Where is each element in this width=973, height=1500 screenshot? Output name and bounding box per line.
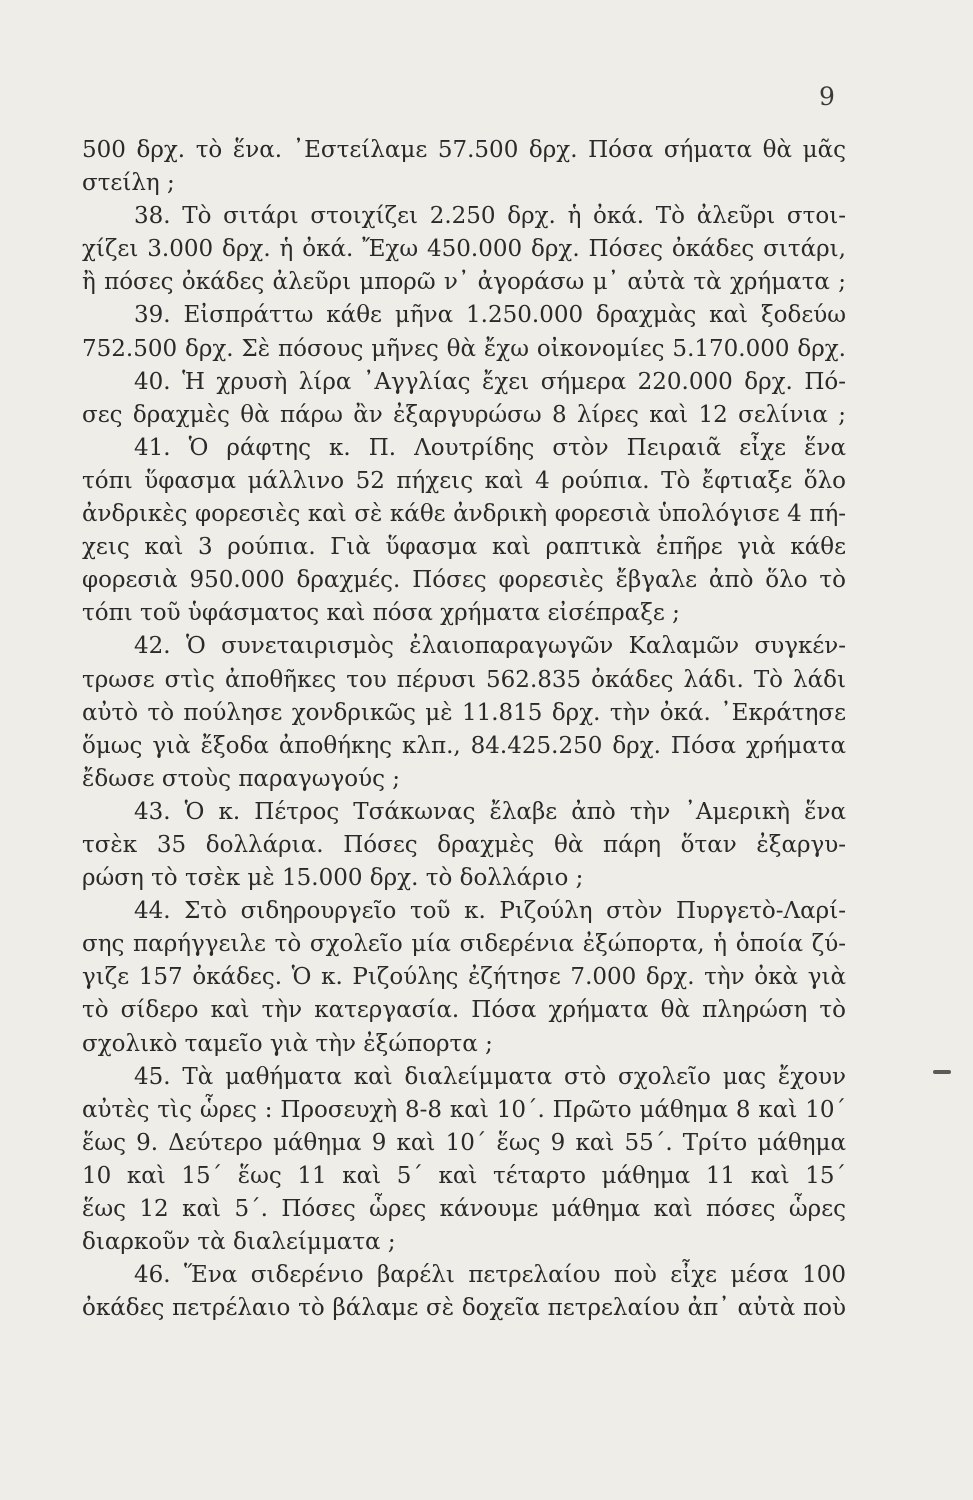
problem-38-start: 38. Τὸ σιτάρι στοιχίζει 2.250 δρχ. ἡ ὀκά. Τὸ ἀλεῦρι στοι-	[134, 203, 846, 230]
text-line: 10 καὶ 15΄ ἕως 11 καὶ 5΄ καὶ τέταρτο μάθημα 11 καὶ 15΄	[82, 1162, 846, 1189]
problem-44-start: 44. Στὸ σιδηρουργεῖο τοῦ κ. Ριζούλη στὸν Πυργετὸ-Λαρί-	[134, 898, 846, 925]
problem-42-start: 42. Ὁ συνεταιρισμὸς ἐλαιοπαραγωγῶν Καλαμῶν συγκέν-	[134, 633, 846, 660]
page-number: 9	[819, 82, 835, 111]
margin-dash-mark	[933, 1070, 951, 1074]
body-text	[82, 134, 846, 1325]
text-line: στείλη ;	[82, 170, 175, 197]
text-line: φορεσιὰ 950.000 δραχμές. Πόσες φορεσιὲς ἔβγαλε ἀπὸ ὅλο τὸ	[82, 567, 846, 594]
text-line: αὐτὸ τὸ πούλησε χονδρικῶς μὲ 11.815 δρχ. τὴν ὀκά. ᾽Εκράτησε	[82, 699, 846, 726]
text-line: ἕως 9. Δεύτερο μάθημα 9 καὶ 10΄ ἕως 9 καὶ 55΄. Τρίτο μάθημα	[82, 1129, 846, 1156]
problem-43-start: 43. Ὁ κ. Πέτρος Τσάκωνας ἔλαβε ἀπὸ τὴν ᾽Αμερικὴ ἕνα	[134, 798, 846, 825]
text-line: ὅμως γιὰ ἔξοδα ἀποθήκης κλπ., 84.425.250 δρχ. Πόσα χρήματα	[82, 732, 846, 759]
text-line: σχολικὸ ταμεῖο γιὰ τὴν ἐξώπορτα ;	[82, 1030, 493, 1057]
text-line: αὐτὲς τὶς ὧρες : Προσευχὴ 8-8 καὶ 10΄. Πρῶτο μάθημα 8 καὶ 10΄	[82, 1096, 846, 1123]
text-line: ἔδωσε στοὺς παραγωγούς ;	[82, 765, 401, 792]
problem-45-start: 45. Τὰ μαθήματα καὶ διαλείμματα στὸ σχολεῖο μας ἔχουν	[134, 1063, 846, 1090]
problem-46-start: 46. Ἕνα σιδερένιο βαρέλι πετρελαίου ποὺ εἶχε μέσα 100	[134, 1262, 846, 1289]
text-line: διαρκοῦν τὰ διαλείμματα ;	[82, 1229, 396, 1256]
text-line: τσὲκ 35 δολλάρια. Πόσες δραχμὲς θὰ πάρη ὅταν ἐξαργυ-	[82, 831, 846, 858]
problem-39-start: 39. Εἰσπράττω κάθε μῆνα 1.250.000 δραχμὰς καὶ ξοδεύω	[134, 302, 846, 329]
text-line: σης παρήγγειλε τὸ σχολεῖο μία σιδερένια ἐξώπορτα, ἡ ὁποία ζύ-	[82, 931, 846, 958]
text-line: ὀκάδες πετρέλαιο τὸ βάλαμε σὲ δοχεῖα πετρελαίου ἀπ᾽ αὐτὰ ποὺ	[82, 1295, 846, 1322]
text-line: ἢ πόσες ὀκάδες ἀλεῦρι μπορῶ ν᾽ ἀγοράσω μ᾽ αὐτὰ τὰ χρήματα ;	[82, 269, 846, 296]
text-line: ἕως 12 καὶ 5΄. Πόσες ὧρες κάνουμε μάθημα καὶ πόσες ὧρες	[82, 1196, 846, 1222]
text-line: χεις καὶ 3 ρούπια. Γιὰ ὕφασμα καὶ ραπτικὰ ἐπῆρε γιὰ κάθε	[82, 534, 846, 561]
text-line: χίζει 3.000 δρχ. ἡ ὀκά. Ἔχω 450.000 δρχ. Πόσες ὀκάδες σιτάρι,	[82, 236, 846, 263]
text-line: τὸ σίδερο καὶ τὴν κατεργασία. Πόσα χρήματα θὰ πληρώση τὸ	[82, 997, 846, 1024]
text-line: τόπι ὕφασμα μάλλινο 52 πήχεις καὶ 4 ρούπια. Τὸ ἔφτιαξε ὅλο	[82, 467, 846, 494]
text-line: τόπι τοῦ ὑφάσματος καὶ πόσα χρήματα εἰσέπραξε ;	[82, 600, 680, 627]
text-line: 752.500 δρχ. Σὲ πόσους μῆνες θὰ ἔχω οἰκονομίες 5.170.000 δρχ.	[82, 335, 846, 362]
problem-40-start: 40. Ἡ χρυσὴ λίρα ᾽Αγγλίας ἔχει σήμερα 220.000 δρχ. Πό-	[134, 368, 846, 395]
text-line: γιζε 157 ὀκάδες. Ὁ κ. Ριζούλης ἐζήτησε 7.000 δρχ. τὴν ὀκὰ γιὰ	[82, 964, 846, 991]
text-line: ρώση τὸ τσὲκ μὲ 15.000 δρχ. τὸ δολλάριο ;	[82, 865, 584, 892]
problem-41-start: 41. Ὁ ράφτης κ. Π. Λουτρίδης στὸν Πειραιᾶ εἶχε ἕνα	[134, 434, 846, 461]
text-line: 500 δρχ. τὸ ἕνα. ᾽Εστείλαμε 57.500 δρχ. Πόσα σήματα θὰ μᾶς	[82, 137, 846, 163]
text-line: σες δραχμὲς θὰ πάρω ἂν ἐξαργυρώσω 8 λίρες καὶ 12 σελίνια ;	[82, 401, 846, 428]
text-line: ἀνδρικὲς φορεσιὲς καὶ σὲ κάθε ἀνδρικὴ φορεσιὰ ὑπολόγισε 4 πή-	[82, 501, 846, 528]
text-line: τρωσε στὶς ἀποθῆκες του πέρυσι 562.835 ὀκάδες λάδι. Τὸ λάδι	[82, 666, 846, 693]
